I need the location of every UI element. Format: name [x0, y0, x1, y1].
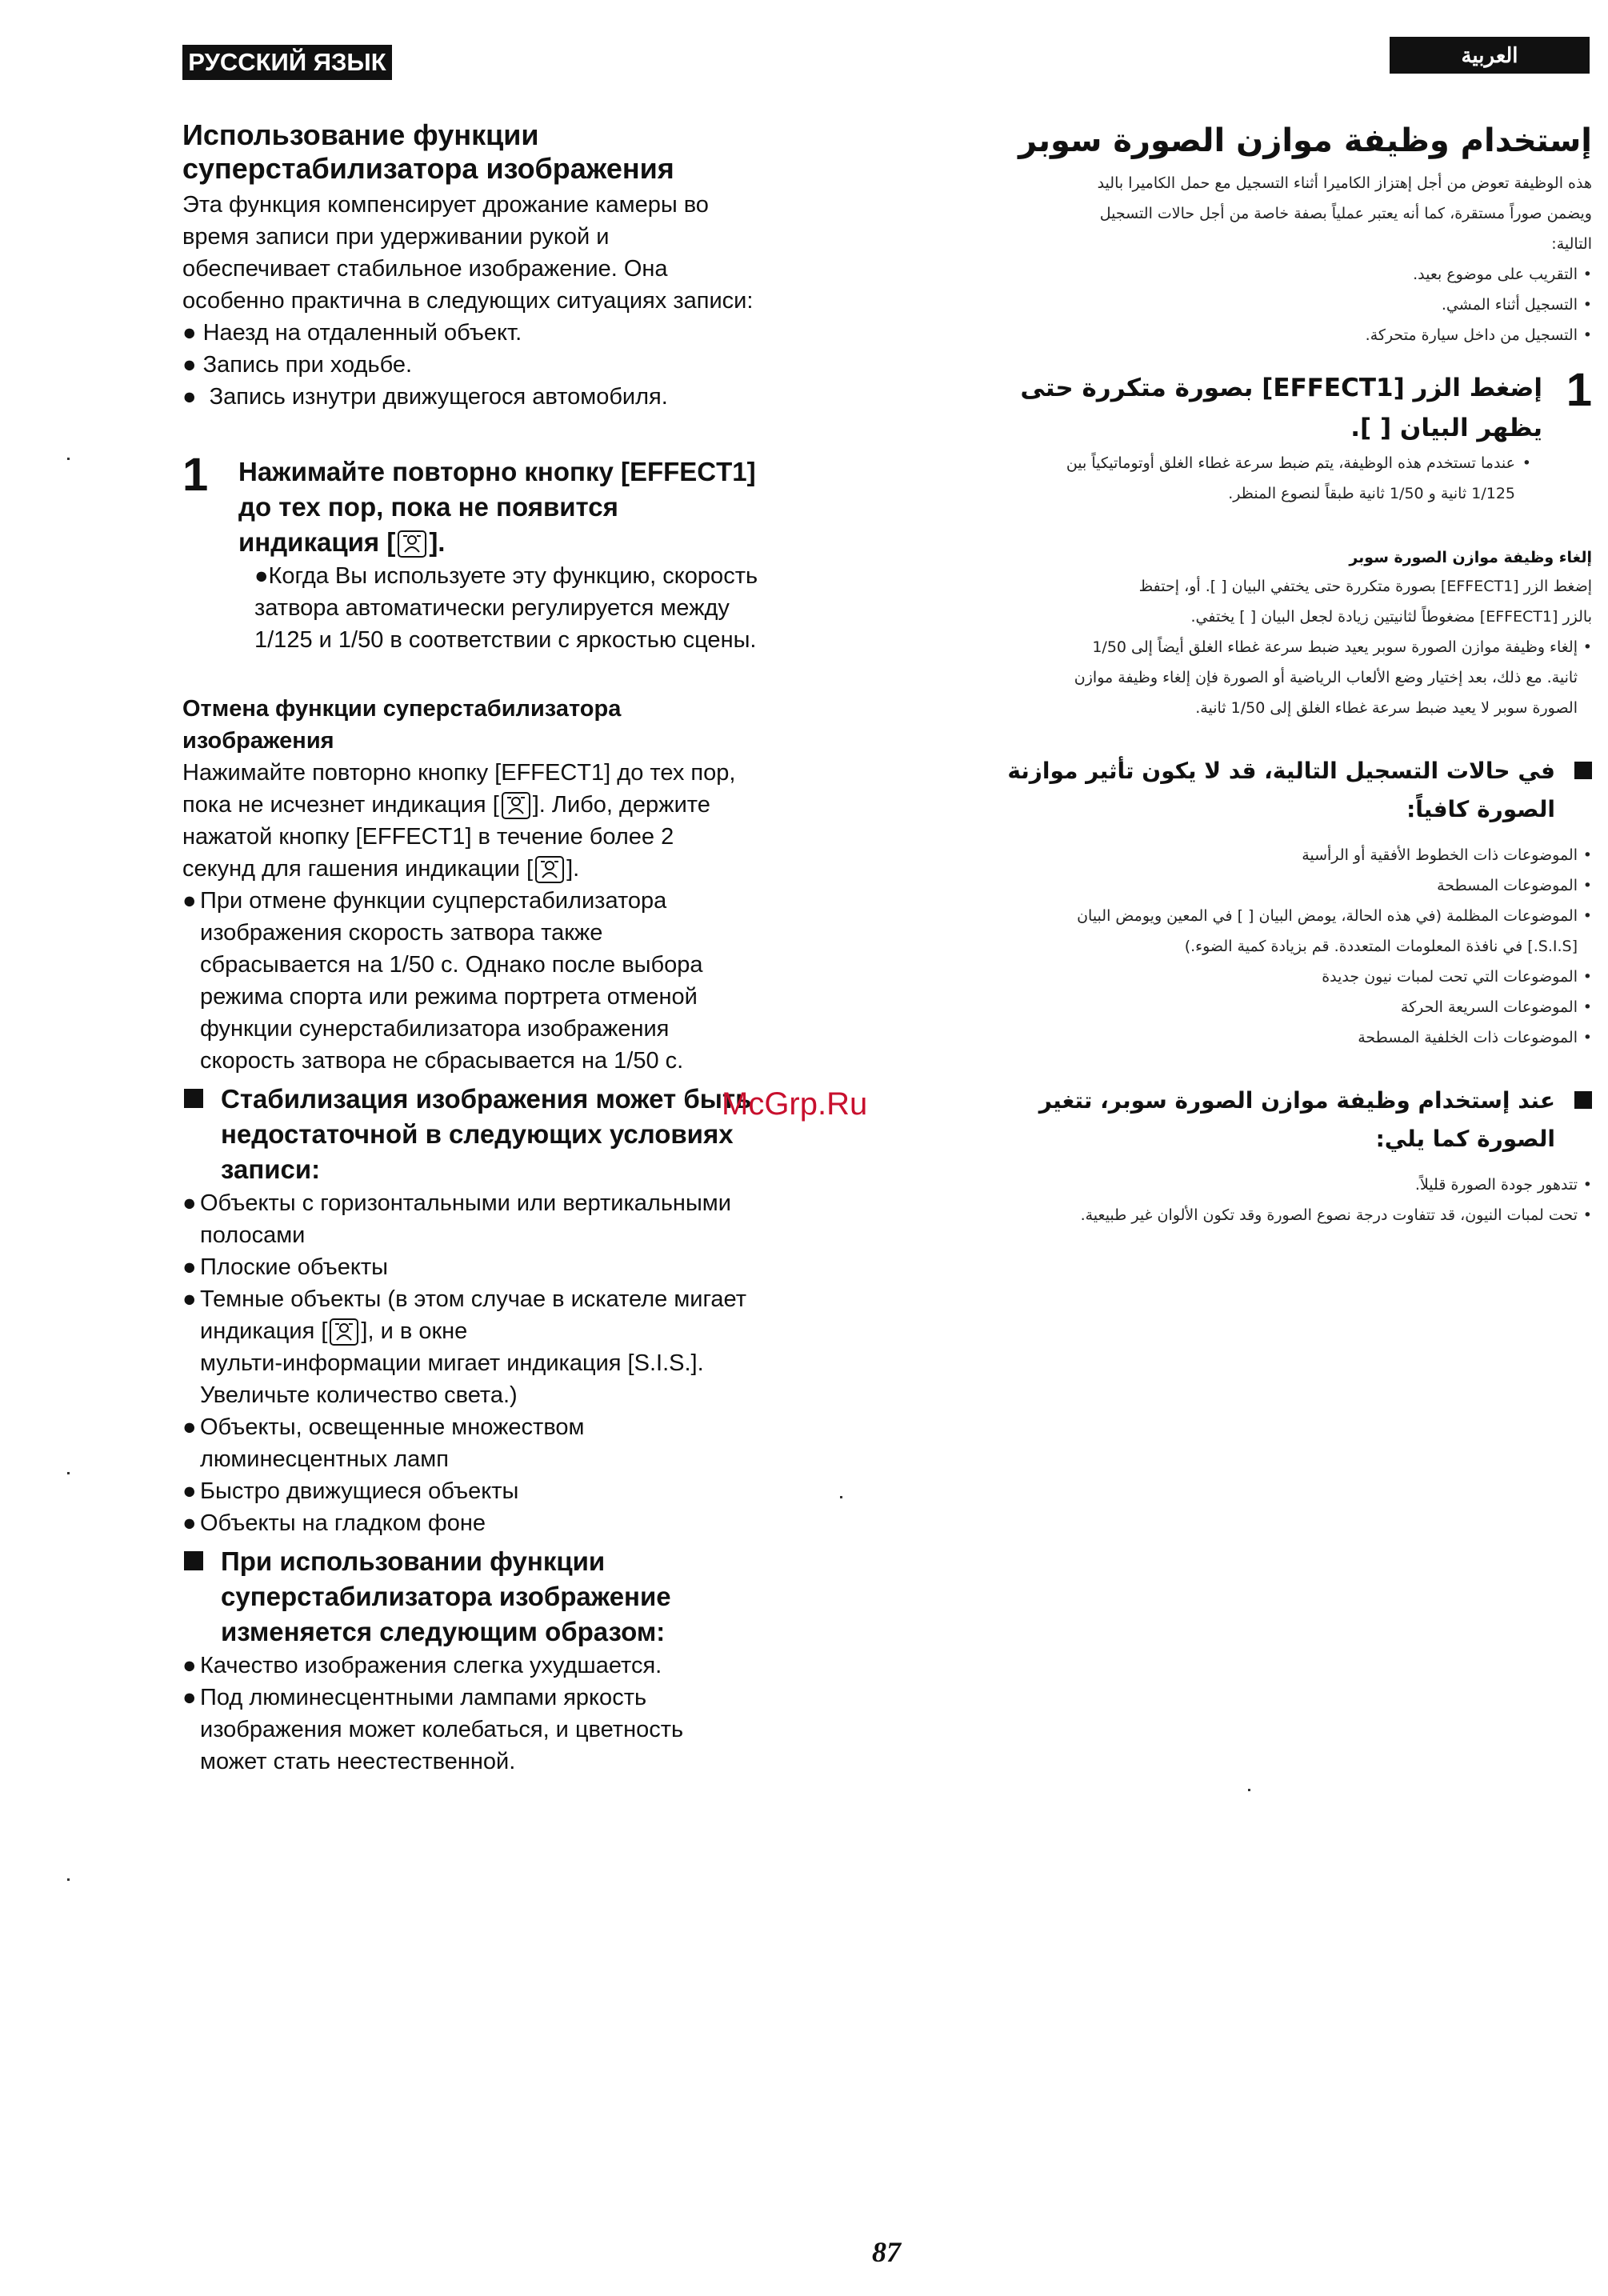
list-item — [182, 885, 838, 1077]
bullet-icon: ● — [182, 1190, 197, 1216]
step-note — [254, 560, 838, 656]
bullet-icon: • — [1582, 1206, 1592, 1224]
item-text: الموضوعات ذات الخلفية المسطحة — [1358, 1029, 1578, 1046]
title-line: عند إستخدام وظيفة موازن الصورة سوبر، تتغير — [1038, 1087, 1555, 1114]
scan-speck — [840, 1496, 842, 1498]
bullet-icon: • — [1582, 998, 1592, 1016]
ar-intro-line: ويضمن صوراً مستقرة، كما أنه يعتبر عملياً بصفة خاصة من أجل حالات التسجيل — [1099, 205, 1592, 222]
list-item-text: Запись изнутри движущегося автомобиля. — [209, 384, 668, 410]
note-line: ●Когда Вы используете эту функцию, скорость — [254, 563, 758, 589]
note-line: функции сунерстабилизатора изображения — [200, 1016, 670, 1042]
ar-intro-line: هذه الوظيفة تعوض من أجل إهتزاز الكاميرا أثناء التسجيل مع حمل الكاميرا باليد — [1097, 174, 1592, 192]
ar-block2-list — [960, 1170, 1592, 1230]
ar-intro — [960, 168, 1592, 259]
scan-speck — [67, 458, 70, 460]
ru-title — [182, 118, 838, 186]
item-line: полосами — [200, 1222, 306, 1248]
ru-intro-line: Эта функция компенсирует дрожание камеры во — [182, 192, 709, 218]
note-line: скорость затвора не сбрасывается на 1/50 с. — [200, 1048, 684, 1074]
note-line: затвора автоматически регулируется между — [254, 595, 730, 621]
list-item — [182, 1251, 838, 1283]
text-span: секунд для гашения индикации [ — [182, 856, 534, 882]
list-item — [182, 1187, 838, 1251]
item-text: التسجيل أثناء المشي. — [1441, 296, 1578, 314]
list-item — [960, 1200, 1592, 1230]
title-line: الصورة كافياً: — [1406, 796, 1555, 822]
ar-situations-list — [960, 259, 1592, 350]
square-bullet-icon — [1574, 762, 1592, 779]
list-item — [960, 901, 1592, 962]
item-line: Объекты, освещенные множеством — [200, 1414, 585, 1440]
list-item — [960, 259, 1592, 290]
list-item — [960, 1170, 1592, 1200]
note-line: При отмене функции суцперстабилизатора — [200, 888, 667, 914]
bullet-icon: • — [1582, 638, 1592, 656]
text-span: ]. — [429, 527, 446, 557]
item-line: Под люминесцентными лампами яркость — [200, 1685, 647, 1710]
item-line: Объекты на гладком фоне — [200, 1510, 486, 1536]
item-text: الموضوعات التي تحت لمبات نيون جديدة — [1322, 968, 1578, 986]
item-text: التقريب على موضوع بعيد. — [1413, 266, 1578, 283]
square-bullet-icon — [184, 1551, 203, 1570]
language-tab-russian: РУССКИЙ ЯЗЫК — [182, 45, 392, 80]
step-title-line: يظهر البيان [ ]. — [1350, 414, 1542, 442]
title-line: في حالات التسجيل التالية، قد لا يكون تأثير موازنة — [1007, 758, 1555, 784]
list-item — [182, 1682, 838, 1778]
text-line — [182, 853, 838, 885]
item-text: تتدهور جودة الصورة قليلاً. — [1414, 1176, 1578, 1194]
stabilizer-icon — [330, 1318, 358, 1346]
list-item — [960, 320, 1592, 350]
item-line: Качество изображения слегка ухудшается. — [200, 1653, 662, 1678]
text-line — [182, 789, 838, 821]
list-item-text: Наезд на отдаленный объект. — [202, 320, 522, 346]
square-bullet-icon — [184, 1089, 203, 1108]
scan-speck — [67, 1878, 70, 1881]
ru-intro — [182, 189, 838, 317]
bullet-icon: • — [1522, 454, 1531, 472]
ru-intro-line: обеспечивает стабильное изображение. Она — [182, 256, 668, 282]
language-tab-arabic: العربية — [1390, 37, 1590, 74]
ar-block2-title — [960, 1082, 1592, 1158]
ru-intro-line: особенно практична в следующих ситуациях записи: — [182, 288, 754, 314]
note-line: الصورة سوبر لا يعيد ضبط سرعة غطاء الغلق إلى 1/50 ثانية. — [1195, 699, 1578, 717]
list-item: ● Запись при ходьбе. — [182, 352, 413, 378]
title-line: записи: — [221, 1154, 321, 1184]
note-line: عندما تستخدم هذه الوظيفة، يتم ضبط سرعة غطاء الغلق أوتوماتيكياً بين — [1066, 454, 1515, 472]
page-number: 87 — [872, 2236, 901, 2268]
ru-step-1 — [182, 449, 838, 656]
list-item — [960, 992, 1592, 1022]
ar-title: إستخدام وظيفة موازن الصورة سوبر — [1018, 122, 1592, 159]
ru-intro-line: время записи при удерживании рукой и — [182, 224, 610, 250]
step-title-line — [238, 525, 838, 560]
list-item — [960, 840, 1592, 870]
item-text: تحت لمبات النيون، قد تتفاوت درجة نصوع الصورة وقد تكون الألوان غير طبيعية. — [1080, 1206, 1578, 1224]
note-line: 1/125 ثانية و 1/50 ثانية طبقاً لنصوع المنظر. — [1228, 485, 1515, 502]
item-line: Быстро движущиеся объекты — [200, 1478, 519, 1504]
note-line: إلغاء وظيفة موازن الصورة سوبر يعيد ضبط سرعة غطاء الغلق أيضاً إلى 1/50 — [1092, 638, 1578, 656]
note-line: изображения скорость затвора также — [200, 920, 603, 946]
step-note — [960, 448, 1542, 509]
item-line: Плоские объекты — [200, 1254, 388, 1280]
list-item — [960, 1022, 1592, 1053]
list-item — [182, 1475, 838, 1507]
stabilizer-icon — [502, 792, 530, 819]
text-span: ], и в окне — [361, 1318, 468, 1344]
bullet-icon: • — [1582, 326, 1592, 344]
list-item — [182, 1650, 838, 1682]
scan-speck — [1248, 1789, 1250, 1791]
step-title — [238, 454, 838, 560]
text-span: пока не исчезнет индикация [ — [182, 792, 499, 818]
text-line: нажатой кнопку [EFFECT1] в течение более 2 — [182, 824, 674, 850]
item-line — [200, 1315, 838, 1347]
item-line: мульти-информации мигает индикация [S.I.S.]. — [200, 1350, 704, 1376]
bullet-icon: ● — [182, 1254, 197, 1280]
item-text: التسجيل من داخل سيارة متحركة. — [1365, 326, 1578, 344]
ar-intro-line: التالية: — [1551, 235, 1592, 253]
note-line: режима спорта или режима портрета отменой — [200, 984, 698, 1010]
item-line: Объекты с горизонтальными или вертикальными — [200, 1190, 731, 1216]
list-item — [182, 1411, 838, 1475]
text-span: ]. Либо, держите — [532, 792, 710, 818]
item-text: الموضوعات المسطحة — [1437, 877, 1578, 894]
arabic-column — [960, 120, 1592, 1230]
ru-title-line: Использование функции — [182, 118, 539, 151]
bullet-icon: • — [1582, 907, 1592, 925]
stabilizer-icon — [398, 530, 426, 558]
step-number: 1 — [182, 449, 209, 501]
item-line: Увеличьте количество света.) — [200, 1382, 518, 1408]
bullet-icon: ● — [182, 1414, 197, 1440]
bullet-icon: • — [1582, 877, 1592, 894]
bullet-icon: ● — [182, 1685, 197, 1710]
title-line: изображения — [182, 728, 334, 754]
item-line: الموضوعات المظلمة (في هذه الحالة، يومض البيان [ ] في المعين ويومض البيان — [1077, 907, 1578, 925]
ru-block1-list — [182, 1187, 838, 1539]
bullet-icon: ● — [182, 1653, 197, 1678]
title-line: суперстабилизатора изображение — [221, 1582, 671, 1611]
item-line: [S.I.S.] في نافذة المعلومات المتعددة. قم بزيادة كمية الضوء.) — [1184, 938, 1578, 955]
bullet-icon: • — [1582, 968, 1592, 986]
title-line: При использовании функции — [221, 1546, 606, 1576]
list-item — [960, 870, 1592, 901]
item-line: изображения может колебаться, и цветность — [200, 1717, 684, 1742]
bullet-icon: • — [1582, 296, 1592, 314]
text-line: Нажимайте повторно кнопку [EFFECT1] до тех пор, — [182, 760, 736, 786]
list-item-text: Запись при ходьбе. — [202, 352, 413, 378]
bullet-icon: ● — [182, 1478, 197, 1504]
bullet-icon: ● — [182, 1510, 197, 1536]
note-line: 1/125 и 1/50 в соответствии с яркостью сцены. — [254, 627, 757, 653]
ru-block2-title — [182, 1544, 838, 1650]
list-item: ● Наезд на отдаленный объект. — [182, 320, 522, 346]
list-item — [182, 1283, 838, 1411]
text-span: ]. — [566, 856, 580, 882]
watermark-text: McGrp.Ru — [722, 1086, 868, 1122]
step-title-line: إضغط الزر [EFFECT1] بصورة متكررة حتى — [1020, 374, 1542, 402]
step-number: 1 — [1566, 364, 1592, 416]
list-item — [182, 1507, 838, 1539]
title-line: Отмена функции суперстабилизатора — [182, 696, 622, 722]
ru-title-line: суперстабилизатора изображения — [182, 152, 674, 185]
bullet-icon: ● — [182, 888, 197, 914]
ar-cancel-text — [960, 571, 1592, 632]
text-span: индикация [ — [200, 1318, 328, 1344]
note-line: ثانية. مع ذلك، بعد إختيار وضع الألعاب الرياضية أو الصورة فإن إلغاء وظيفة موازن — [1074, 669, 1578, 686]
ar-block1-list — [960, 840, 1592, 1053]
bullet-icon: ● — [182, 1286, 197, 1312]
title-line: الصورة كما يلي: — [1375, 1126, 1555, 1152]
item-line: Темные объекты (в этом случае в искателе мигает — [200, 1286, 746, 1312]
item-line: может стать неестественной. — [200, 1749, 516, 1774]
bullet-icon: • — [1582, 1176, 1592, 1194]
list-item — [960, 962, 1592, 992]
bullet-icon: • — [1582, 266, 1592, 283]
bullet-icon: • — [1582, 1029, 1592, 1046]
step-title-line: Нажимайте повторно кнопку [EFFECT1] — [238, 457, 756, 486]
title-line: изменяется следующим образом: — [221, 1617, 666, 1646]
item-text: الموضوعات السريعة الحركة — [1400, 998, 1578, 1016]
text-span: индикация [ — [238, 527, 396, 557]
item-line: люминесцентных ламп — [200, 1446, 449, 1472]
list-item: ● Запись изнутри движущегося автомобиля. — [182, 384, 668, 410]
ru-cancel-section — [182, 693, 838, 1077]
note-line: сбрасывается на 1/50 с. Однако после выбора — [200, 952, 703, 978]
text-line: إضغط الزر [EFFECT1] بصورة متكررة حتى يختفي البيان [ ]. أو، إحتفظ — [1138, 578, 1592, 595]
ar-block1-title — [960, 752, 1592, 829]
text-line: بالزر [EFFECT1] مضغوطاً لثانيتين زيادة لجعل البيان [ ] يختفي. — [1190, 608, 1592, 626]
ru-situations-list — [182, 317, 838, 413]
list-item — [960, 290, 1592, 320]
item-text: الموضوعات ذات الخطوط الأفقية أو الرأسية — [1302, 846, 1578, 864]
ar-cancel-note — [960, 632, 1592, 723]
step-title-line: до тех пор, пока не появится — [238, 492, 618, 522]
ar-cancel-title: إلغاء وظيفة موازن الصورة سوبر — [1349, 549, 1592, 566]
stabilizer-icon — [535, 856, 564, 883]
russian-column — [182, 118, 838, 1778]
bullet-icon: • — [1582, 846, 1592, 864]
ar-step-1 — [960, 364, 1592, 509]
ru-block2-list — [182, 1650, 838, 1778]
scan-speck — [67, 1472, 70, 1474]
text-span: Когда Вы используете эту функцию, скорость — [268, 563, 758, 589]
title-line: Стабилизация изображения может быть — [221, 1084, 752, 1114]
ru-cancel-title — [182, 693, 838, 757]
square-bullet-icon — [1574, 1091, 1592, 1109]
title-line: недостаточной в следующих условиях — [221, 1119, 734, 1149]
